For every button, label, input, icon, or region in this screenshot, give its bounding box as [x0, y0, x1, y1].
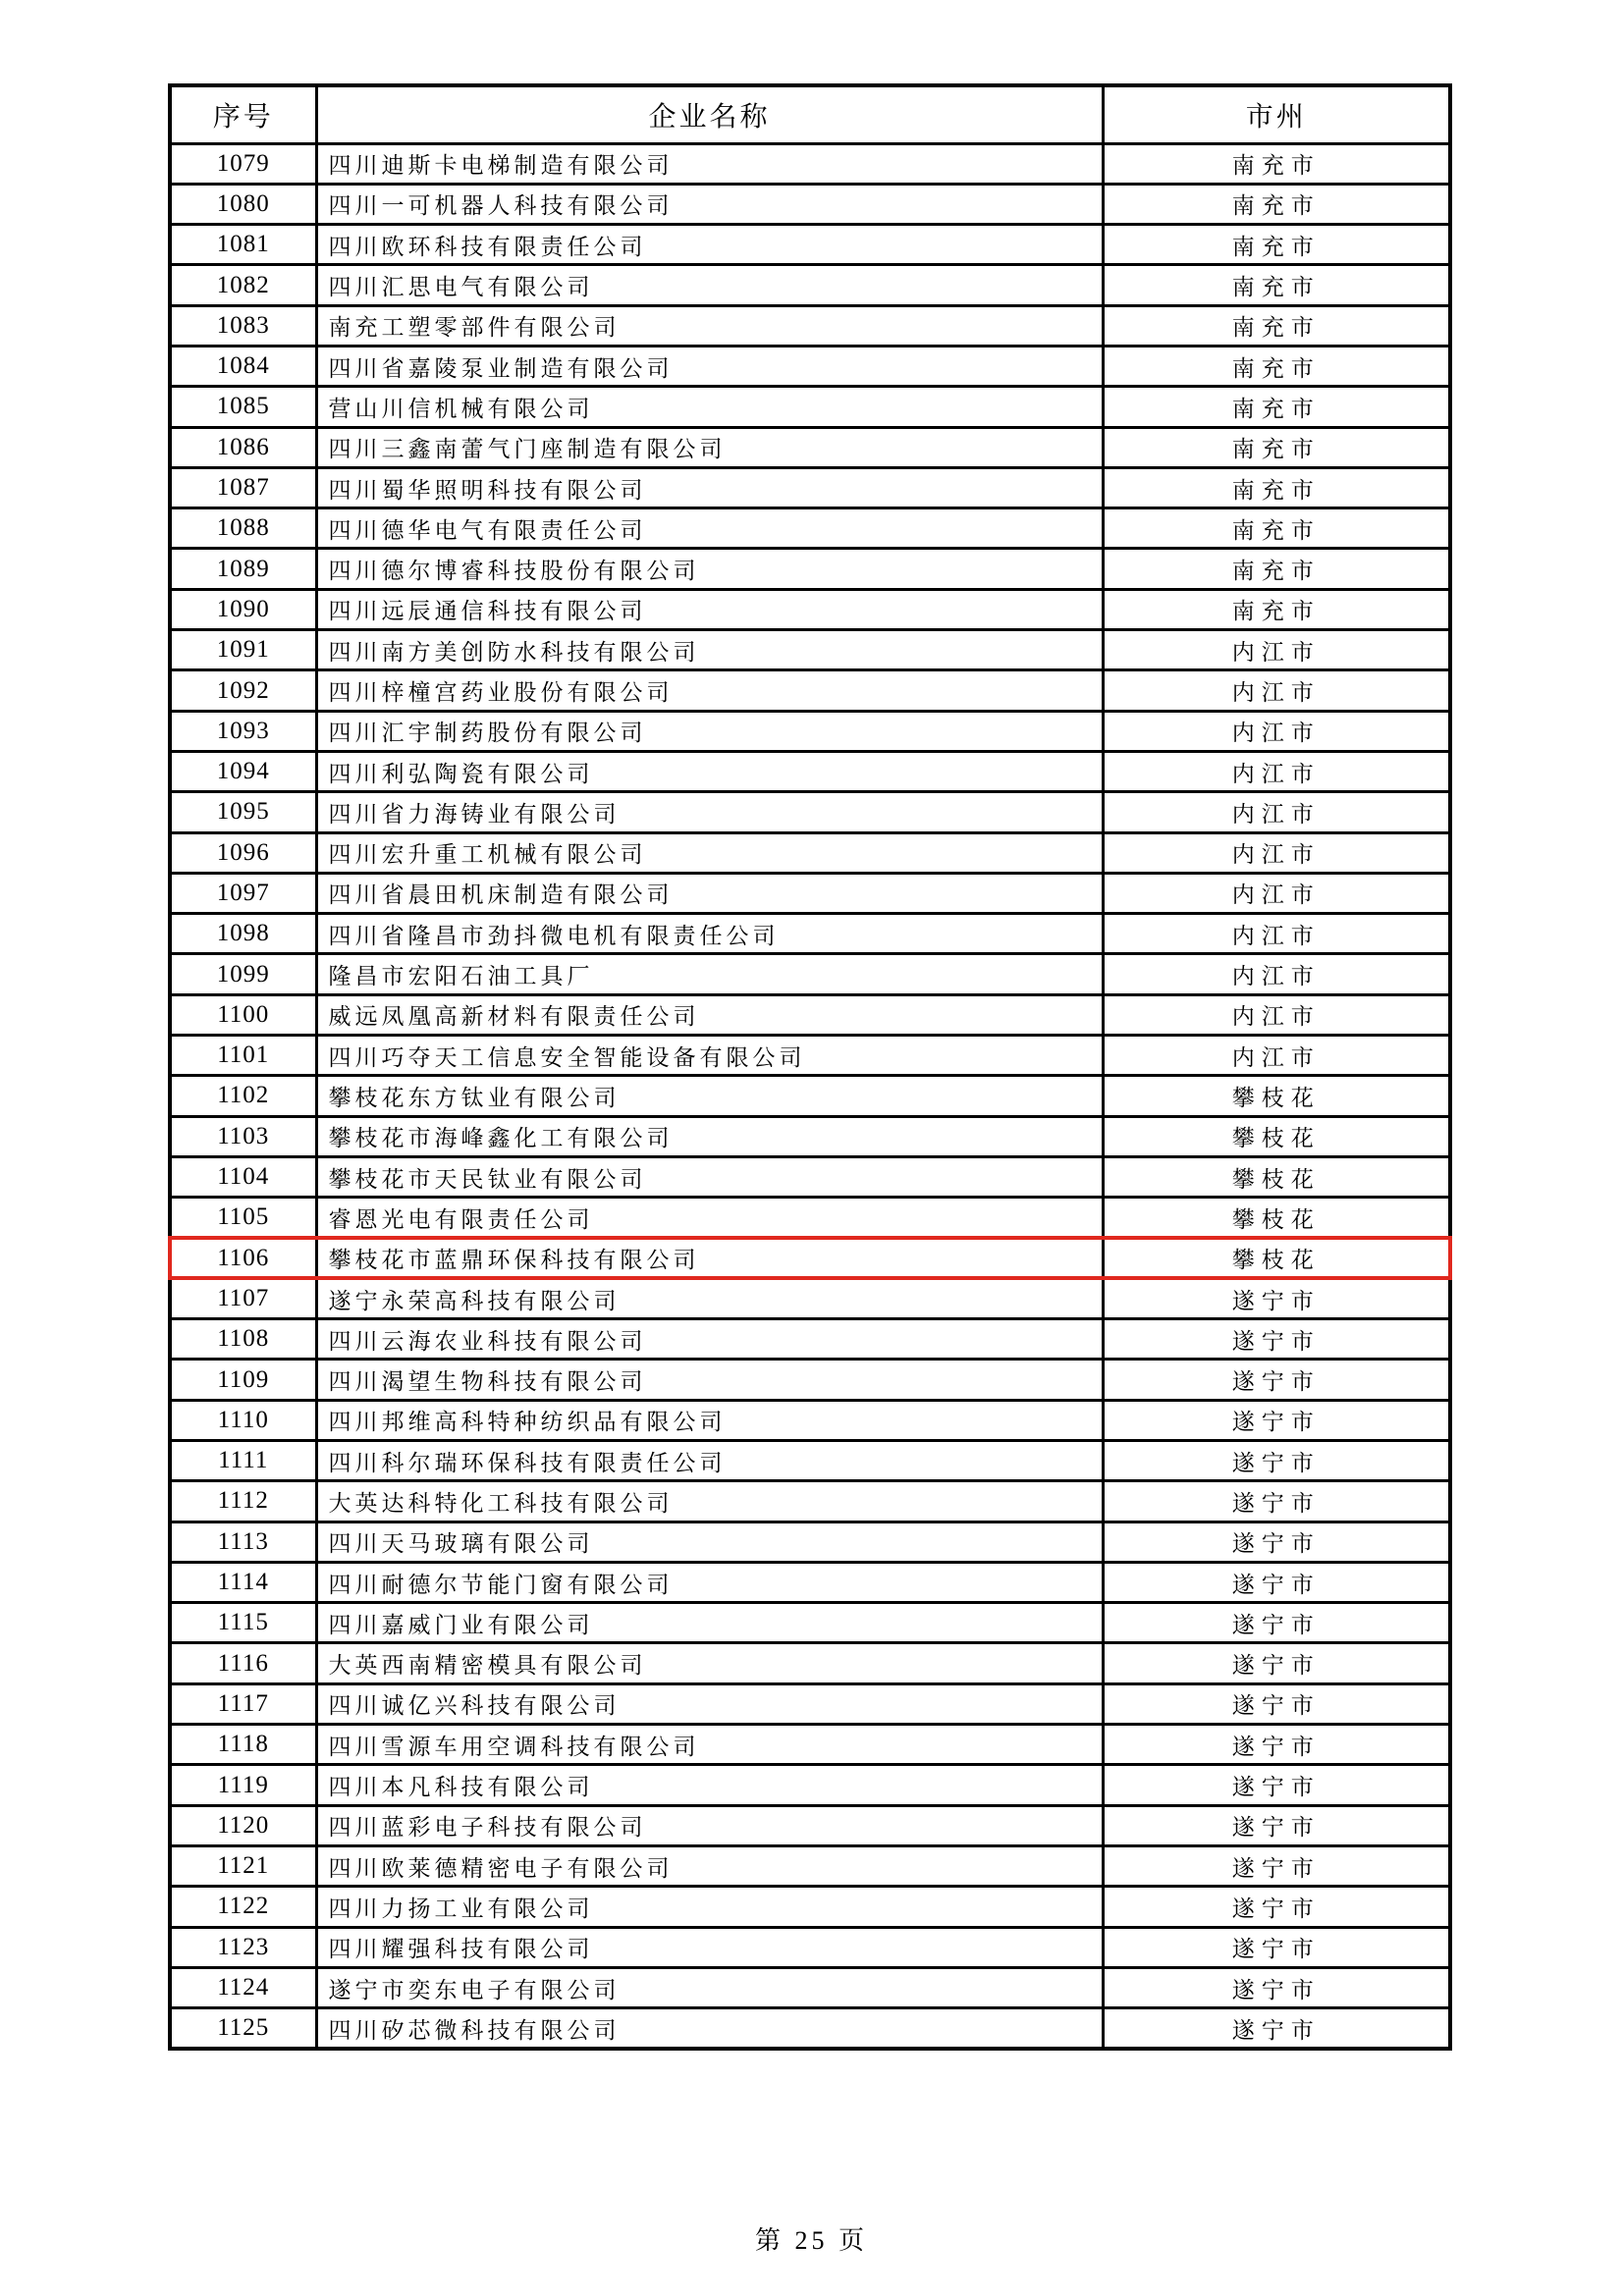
city-cell: 遂宁市 — [1103, 1805, 1450, 1845]
serial-number-cell: 1089 — [170, 549, 316, 589]
company-name-cell: 四川远辰通信科技有限公司 — [316, 589, 1103, 629]
city-cell: 南充市 — [1103, 427, 1450, 467]
serial-number-cell: 1111 — [170, 1441, 316, 1481]
serial-number-cell: 1102 — [170, 1076, 316, 1116]
serial-number-cell: 1105 — [170, 1198, 316, 1238]
city-cell: 遂宁市 — [1103, 2008, 1450, 2049]
table-row — [170, 265, 1450, 305]
company-name-cell: 四川巧夺天工信息安全智能设备有限公司 — [316, 1036, 1103, 1076]
city-cell: 攀枝花 — [1103, 1238, 1450, 1278]
serial-number-cell: 1117 — [170, 1683, 316, 1724]
serial-number-cell: 1109 — [170, 1360, 316, 1400]
company-name-cell: 四川渴望生物科技有限公司 — [316, 1360, 1103, 1400]
serial-number-cell: 1085 — [170, 387, 316, 427]
company-name-cell: 大英达科特化工科技有限公司 — [316, 1481, 1103, 1522]
serial-number-cell: 1084 — [170, 346, 316, 386]
table-row — [170, 1076, 1450, 1116]
table-row — [170, 589, 1450, 629]
city-cell: 南充市 — [1103, 508, 1450, 549]
company-name-cell: 四川德华电气有限责任公司 — [316, 508, 1103, 549]
table-row — [170, 873, 1450, 913]
company-name-cell: 四川汇宇制药股份有限公司 — [316, 711, 1103, 751]
serial-number-cell: 1079 — [170, 143, 316, 184]
city-cell: 内江市 — [1103, 832, 1450, 873]
city-cell: 南充市 — [1103, 387, 1450, 427]
company-name-cell: 攀枝花东方钛业有限公司 — [316, 1076, 1103, 1116]
serial-number-cell: 1115 — [170, 1603, 316, 1643]
serial-number-cell: 1120 — [170, 1805, 316, 1845]
city-cell: 遂宁市 — [1103, 1319, 1450, 1360]
city-cell: 遂宁市 — [1103, 1562, 1450, 1602]
company-name-cell: 攀枝花市天民钛业有限公司 — [316, 1156, 1103, 1197]
serial-number-cell: 1123 — [170, 1927, 316, 1967]
city-cell: 遂宁市 — [1103, 1278, 1450, 1318]
serial-number-cell: 1082 — [170, 265, 316, 305]
city-cell: 遂宁市 — [1103, 1967, 1450, 2007]
company-name-cell: 四川蜀华照明科技有限公司 — [316, 467, 1103, 507]
city-cell: 内江市 — [1103, 914, 1450, 954]
serial-number-cell: 1087 — [170, 467, 316, 507]
table-row — [170, 1927, 1450, 1967]
company-name-cell: 四川欧莱德精密电子有限公司 — [316, 1845, 1103, 1886]
table-row — [170, 751, 1450, 791]
company-name-cell: 四川德尔博睿科技股份有限公司 — [316, 549, 1103, 589]
table-row — [170, 670, 1450, 711]
company-name-cell: 威远凤凰高新材料有限责任公司 — [316, 994, 1103, 1035]
table-row — [170, 225, 1450, 265]
table-row — [170, 1725, 1450, 1765]
table-row — [170, 184, 1450, 224]
company-name-cell: 四川汇思电气有限公司 — [316, 265, 1103, 305]
company-name-cell: 营山川信机械有限公司 — [316, 387, 1103, 427]
table-row — [170, 1845, 1450, 1886]
serial-number-cell: 1106 — [170, 1238, 316, 1278]
serial-number-cell: 1116 — [170, 1643, 316, 1683]
serial-number-cell: 1108 — [170, 1319, 316, 1360]
table-row — [170, 994, 1450, 1035]
city-cell: 遂宁市 — [1103, 1643, 1450, 1683]
serial-number-cell: 1118 — [170, 1725, 316, 1765]
serial-number-cell: 1100 — [170, 994, 316, 1035]
serial-number-cell: 1121 — [170, 1845, 316, 1886]
table-row — [170, 305, 1450, 346]
serial-number-cell: 1104 — [170, 1156, 316, 1197]
header-cell-city: 市州 — [1103, 85, 1450, 143]
company-name-cell: 睿恩光电有限责任公司 — [316, 1198, 1103, 1238]
table-row — [170, 1887, 1450, 1927]
table-row — [170, 1683, 1450, 1724]
city-cell: 南充市 — [1103, 184, 1450, 224]
serial-number-cell: 1094 — [170, 751, 316, 791]
serial-number-cell: 1095 — [170, 792, 316, 832]
serial-number-cell: 1119 — [170, 1765, 316, 1805]
table-row — [170, 467, 1450, 507]
company-name-cell: 四川欧环科技有限责任公司 — [316, 225, 1103, 265]
city-cell: 遂宁市 — [1103, 1360, 1450, 1400]
page-number-footer: 第 25 页 — [754, 2226, 868, 2255]
company-name-cell: 四川矽芯微科技有限公司 — [316, 2008, 1103, 2049]
company-name-cell: 四川耀强科技有限公司 — [316, 1927, 1103, 1967]
serial-number-cell: 1097 — [170, 873, 316, 913]
header-row — [170, 85, 1450, 143]
city-cell: 攀枝花 — [1103, 1076, 1450, 1116]
serial-number-cell: 1103 — [170, 1116, 316, 1156]
city-cell: 内江市 — [1103, 994, 1450, 1035]
company-name-cell: 四川梓橦宫药业股份有限公司 — [316, 670, 1103, 711]
serial-number-cell: 1113 — [170, 1522, 316, 1562]
highlighted-row — [170, 1238, 1450, 1278]
table-row — [170, 549, 1450, 589]
table-row — [170, 1116, 1450, 1156]
serial-number-cell: 1081 — [170, 225, 316, 265]
company-name-cell: 四川省隆昌市劲抖微电机有限责任公司 — [316, 914, 1103, 954]
city-cell: 遂宁市 — [1103, 1683, 1450, 1724]
serial-number-cell: 1122 — [170, 1887, 316, 1927]
company-name-cell: 四川南方美创防水科技有限公司 — [316, 630, 1103, 670]
city-cell: 遂宁市 — [1103, 1441, 1450, 1481]
company-name-cell: 四川云海农业科技有限公司 — [316, 1319, 1103, 1360]
company-name-cell: 四川蓝彩电子科技有限公司 — [316, 1805, 1103, 1845]
company-name-cell: 四川利弘陶瓷有限公司 — [316, 751, 1103, 791]
city-cell: 遂宁市 — [1103, 1927, 1450, 1967]
city-cell: 南充市 — [1103, 225, 1450, 265]
city-cell: 遂宁市 — [1103, 1481, 1450, 1522]
city-cell: 南充市 — [1103, 143, 1450, 184]
table-row — [170, 1481, 1450, 1522]
company-name-cell: 四川邦维高科特种纺织品有限公司 — [316, 1400, 1103, 1440]
city-cell: 遂宁市 — [1103, 1603, 1450, 1643]
city-cell: 内江市 — [1103, 792, 1450, 832]
city-cell: 南充市 — [1103, 305, 1450, 346]
company-name-cell: 四川省晨田机床制造有限公司 — [316, 873, 1103, 913]
serial-number-cell: 1096 — [170, 832, 316, 873]
table-row — [170, 1198, 1450, 1238]
serial-number-cell: 1083 — [170, 305, 316, 346]
serial-number-cell: 1114 — [170, 1562, 316, 1602]
city-cell: 南充市 — [1103, 589, 1450, 629]
city-cell: 南充市 — [1103, 265, 1450, 305]
city-cell: 遂宁市 — [1103, 1887, 1450, 1927]
city-cell: 内江市 — [1103, 954, 1450, 994]
table-row — [170, 1603, 1450, 1643]
table-row — [170, 1643, 1450, 1683]
table-row — [170, 1278, 1450, 1318]
table-row — [170, 2008, 1450, 2049]
header-cell-name: 企业名称 — [316, 85, 1103, 143]
serial-number-cell: 1107 — [170, 1278, 316, 1318]
header-cell-no: 序号 — [170, 85, 316, 143]
table-row — [170, 711, 1450, 751]
city-cell: 攀枝花 — [1103, 1116, 1450, 1156]
company-name-cell: 遂宁永荣高科技有限公司 — [316, 1278, 1103, 1318]
table-row — [170, 427, 1450, 467]
table-row — [170, 832, 1450, 873]
city-cell: 内江市 — [1103, 711, 1450, 751]
table-row — [170, 1805, 1450, 1845]
table-row — [170, 143, 1450, 184]
company-name-cell: 四川诚亿兴科技有限公司 — [316, 1683, 1103, 1724]
table-row — [170, 387, 1450, 427]
serial-number-cell: 1110 — [170, 1400, 316, 1440]
city-cell: 遂宁市 — [1103, 1845, 1450, 1886]
table-row — [170, 1522, 1450, 1562]
city-cell: 遂宁市 — [1103, 1522, 1450, 1562]
serial-number-cell: 1080 — [170, 184, 316, 224]
city-cell: 内江市 — [1103, 670, 1450, 711]
serial-number-cell: 1125 — [170, 2008, 316, 2049]
city-cell: 遂宁市 — [1103, 1400, 1450, 1440]
table-row — [170, 914, 1450, 954]
company-name-cell: 四川科尔瑞环保科技有限责任公司 — [316, 1441, 1103, 1481]
company-name-cell: 大英西南精密模具有限公司 — [316, 1643, 1103, 1683]
table-row — [170, 1400, 1450, 1440]
serial-number-cell: 1093 — [170, 711, 316, 751]
company-name-cell: 攀枝花市海峰鑫化工有限公司 — [316, 1116, 1103, 1156]
company-name-cell: 四川迪斯卡电梯制造有限公司 — [316, 143, 1103, 184]
serial-number-cell: 1112 — [170, 1481, 316, 1522]
company-name-cell: 四川嘉威门业有限公司 — [316, 1603, 1103, 1643]
table-row — [170, 1319, 1450, 1360]
company-name-cell: 遂宁市奕东电子有限公司 — [316, 1967, 1103, 2007]
serial-number-cell: 1124 — [170, 1967, 316, 2007]
table-row — [170, 346, 1450, 386]
city-cell: 南充市 — [1103, 467, 1450, 507]
table-row — [170, 1156, 1450, 1197]
company-name-cell: 四川三鑫南蕾气门座制造有限公司 — [316, 427, 1103, 467]
table-row — [170, 1360, 1450, 1400]
table-row — [170, 954, 1450, 994]
table-row — [170, 792, 1450, 832]
city-cell: 内江市 — [1103, 630, 1450, 670]
serial-number-cell: 1088 — [170, 508, 316, 549]
city-cell: 内江市 — [1103, 873, 1450, 913]
table-row — [170, 1967, 1450, 2007]
company-name-cell: 四川一可机器人科技有限公司 — [316, 184, 1103, 224]
serial-number-cell: 1091 — [170, 630, 316, 670]
city-cell: 遂宁市 — [1103, 1725, 1450, 1765]
company-name-cell: 四川力扬工业有限公司 — [316, 1887, 1103, 1927]
company-name-cell: 四川省力海铸业有限公司 — [316, 792, 1103, 832]
city-cell: 遂宁市 — [1103, 1765, 1450, 1805]
company-name-cell: 攀枝花市蓝鼎环保科技有限公司 — [316, 1238, 1103, 1278]
serial-number-cell: 1098 — [170, 914, 316, 954]
table-row — [170, 1036, 1450, 1076]
company-name-cell: 四川天马玻璃有限公司 — [316, 1522, 1103, 1562]
city-cell: 内江市 — [1103, 1036, 1450, 1076]
serial-number-cell: 1101 — [170, 1036, 316, 1076]
table-row — [170, 1562, 1450, 1602]
serial-number-cell: 1092 — [170, 670, 316, 711]
company-name-cell: 四川本凡科技有限公司 — [316, 1765, 1103, 1805]
table-body — [170, 143, 1450, 2049]
company-name-cell: 四川宏升重工机械有限公司 — [316, 832, 1103, 873]
company-list-table — [168, 83, 1452, 2051]
serial-number-cell: 1086 — [170, 427, 316, 467]
company-name-cell: 四川雪源车用空调科技有限公司 — [316, 1725, 1103, 1765]
table-row — [170, 630, 1450, 670]
serial-number-cell: 1090 — [170, 589, 316, 629]
city-cell: 内江市 — [1103, 751, 1450, 791]
company-name-cell: 四川耐德尔节能门窗有限公司 — [316, 1562, 1103, 1602]
city-cell: 南充市 — [1103, 549, 1450, 589]
city-cell: 攀枝花 — [1103, 1198, 1450, 1238]
table-row — [170, 1441, 1450, 1481]
company-name-cell: 四川省嘉陵泵业制造有限公司 — [316, 346, 1103, 386]
company-name-cell: 隆昌市宏阳石油工具厂 — [316, 954, 1103, 994]
city-cell: 南充市 — [1103, 346, 1450, 386]
table-row — [170, 508, 1450, 549]
table-row — [170, 1765, 1450, 1805]
serial-number-cell: 1099 — [170, 954, 316, 994]
city-cell: 攀枝花 — [1103, 1156, 1450, 1197]
company-name-cell: 南充工塑零部件有限公司 — [316, 305, 1103, 346]
